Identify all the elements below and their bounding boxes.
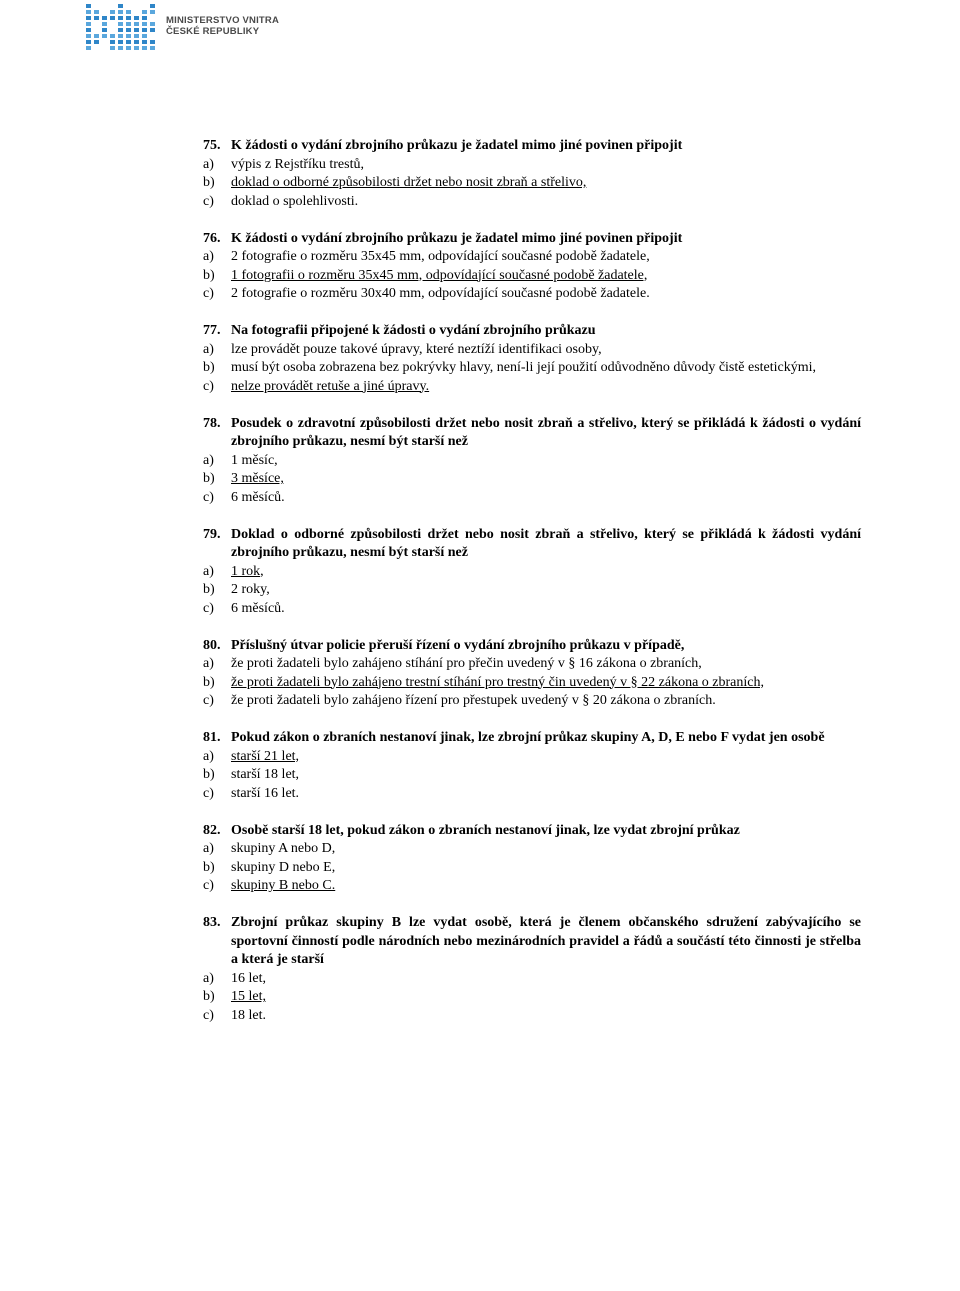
logo-square xyxy=(110,34,115,38)
logo-square xyxy=(94,40,99,44)
question-text: K žádosti o vydání zbrojního průkazu je žadatel mimo jiné povinen připojit xyxy=(231,138,683,153)
logo-square xyxy=(118,34,123,38)
logo-square xyxy=(142,40,147,44)
question-number: 75. xyxy=(203,138,221,153)
answer-text: doklad o spolehlivosti. xyxy=(231,193,359,209)
answer-letter: a) xyxy=(203,156,214,172)
question-number: 79. xyxy=(203,526,221,542)
logo-square xyxy=(118,16,123,20)
ministry-logo-icon xyxy=(84,2,160,54)
question-number: 80. xyxy=(203,637,221,653)
ministry-logo xyxy=(84,2,294,54)
answer-text: 2 fotografie o rozměru 30x40 mm, odpovídající současné podobě žadatele. xyxy=(231,286,650,301)
logo-square xyxy=(86,34,91,38)
answer-option xyxy=(203,859,861,878)
answer-letter: a) xyxy=(203,341,214,357)
logo-square xyxy=(142,34,147,38)
answer-text: lze provádět pouze takové úpravy, které neztíží identifikaci osoby, xyxy=(231,341,602,357)
logo-square xyxy=(102,16,107,20)
answer-letter: b) xyxy=(203,859,215,875)
answer-letter: a) xyxy=(203,748,214,764)
answer-text: skupiny A nebo D, xyxy=(231,841,336,856)
answer-underlined-text: 15 let, xyxy=(231,989,266,1004)
question-heading xyxy=(203,526,861,563)
question-heading xyxy=(203,415,861,452)
answer-text: 1 měsíc, xyxy=(231,452,278,468)
question-number: 83. xyxy=(203,915,221,930)
answer-option xyxy=(203,378,861,397)
logo-square xyxy=(118,4,123,8)
logo-square xyxy=(102,22,107,26)
logo-square xyxy=(86,10,91,14)
question-81 xyxy=(203,729,861,803)
answer-text: výpis z Rejstříku trestů, xyxy=(231,156,364,172)
logo-square xyxy=(110,40,115,44)
logo-square xyxy=(118,28,123,32)
logo-square xyxy=(126,40,131,44)
logo-square xyxy=(126,34,131,38)
answer-letter: a) xyxy=(203,970,214,986)
ministry-logo-text xyxy=(166,15,279,37)
question-79 xyxy=(203,526,861,619)
answer-text-correct xyxy=(231,378,861,397)
logo-square xyxy=(134,46,139,50)
logo-square xyxy=(110,10,115,14)
question-heading xyxy=(203,137,861,156)
answer-letter: c) xyxy=(203,600,214,616)
logo-square xyxy=(118,10,123,14)
answer-letter: a) xyxy=(203,656,214,671)
logo-square xyxy=(126,22,131,26)
question-82 xyxy=(203,822,861,896)
logo-square xyxy=(150,22,155,26)
answer-letter: a) xyxy=(203,563,214,579)
answer-text: 18 let. xyxy=(231,1007,266,1023)
question-80 xyxy=(203,637,861,711)
answer-text: musí být osoba zobrazena bez pokrývky hlavy, není-li její použití odůvodněno důvody čistě estetickými, xyxy=(231,360,817,375)
question-heading xyxy=(203,230,861,249)
logo-square xyxy=(142,10,147,14)
logo-square xyxy=(86,28,91,32)
logo-square xyxy=(94,10,99,14)
answer-option xyxy=(203,285,861,304)
logo-square xyxy=(134,16,139,20)
answer-option xyxy=(203,174,861,193)
answer-letter: b) xyxy=(203,767,215,782)
answer-underlined-text: doklad o odborné způsobilosti držet nebo nosit zbraň a střelivo, xyxy=(231,175,587,190)
answer-option xyxy=(203,341,861,360)
answer-text: 6 měsíců. xyxy=(231,489,285,505)
logo-square xyxy=(118,46,123,50)
answer-text: starší 16 let. xyxy=(231,785,300,801)
answer-option xyxy=(203,988,861,1007)
question-list xyxy=(203,137,861,1044)
answer-text: 16 let, xyxy=(231,970,266,986)
question-83 xyxy=(203,914,861,1025)
answer-option xyxy=(203,248,861,267)
answer-option xyxy=(203,452,861,471)
logo-square xyxy=(126,16,131,20)
answer-letter: b) xyxy=(203,471,215,486)
question-heading xyxy=(203,322,861,341)
answer-text-correct xyxy=(231,563,861,582)
logo-square xyxy=(94,34,99,38)
answer-option xyxy=(203,840,861,859)
logo-square xyxy=(150,10,155,14)
logo-square xyxy=(94,16,99,20)
answer-underlined-text: 3 měsíce, xyxy=(231,471,284,486)
question-text: Na fotografii připojené k žádosti o vydání zbrojního průkazu xyxy=(231,323,596,338)
answer-text: 2 fotografie o rozměru 35x45 mm, odpovídající současné podobě žadatele, xyxy=(231,249,650,264)
logo-square xyxy=(86,4,91,8)
answer-letter: c) xyxy=(203,193,214,209)
answer-letter: c) xyxy=(203,489,214,505)
answer-text: 6 měsíců. xyxy=(231,600,285,616)
question-heading xyxy=(203,822,861,841)
answer-underlined-text: že proti žadateli bylo zahájeno trestní stíhání pro trestný čin uvedený v § 22 zákona o zbraních, xyxy=(231,674,764,690)
answer-letter: b) xyxy=(203,267,215,283)
answer-letter: c) xyxy=(203,378,214,394)
answer-letter: b) xyxy=(203,989,215,1004)
answer-option xyxy=(203,970,861,989)
question-number: 77. xyxy=(203,323,221,338)
answer-underlined-text: nelze provádět retuše a jiné úpravy. xyxy=(231,378,430,394)
logo-square xyxy=(126,28,131,32)
answer-underlined-text: skupiny B nebo C. xyxy=(231,878,336,893)
question-text: Zbrojní průkaz skupiny B lze vydat osobě, která je členem občanského sdružení zabývajícího se sportovní činností podle národních nebo mezinárodních pravidel a řádů a součástí této činnosti je střelba a která je starší xyxy=(231,915,861,967)
logo-square xyxy=(86,40,91,44)
question-text: K žádosti o vydání zbrojního průkazu je žadatel mimo jiné povinen připojit xyxy=(231,230,683,246)
logo-line-1: MINISTERSTVO VNITRA xyxy=(166,15,280,26)
answer-letter: b) xyxy=(203,582,215,597)
question-75 xyxy=(203,137,861,211)
question-number: 81. xyxy=(203,730,221,745)
answer-option xyxy=(203,1007,861,1026)
answer-option xyxy=(203,581,861,600)
logo-square xyxy=(134,28,139,32)
answer-option xyxy=(203,600,861,619)
question-text: Posudek o zdravotní způsobilosti držet nebo nosit zbraň a střelivo, který se přikládá k žádosti o vydání zbrojního průkazu, nesmí být starší než xyxy=(231,415,861,449)
answer-text-correct xyxy=(231,267,861,286)
answer-text: 2 roky, xyxy=(231,582,270,597)
logo-square xyxy=(142,16,147,20)
logo-line-2: ČESKÉ REPUBLIKY xyxy=(166,26,260,37)
question-heading xyxy=(203,914,861,970)
answer-letter: a) xyxy=(203,249,214,264)
answer-letter: b) xyxy=(203,175,215,190)
question-heading xyxy=(203,729,861,748)
answer-text: skupiny D nebo E, xyxy=(231,859,336,875)
answer-option xyxy=(203,785,861,804)
logo-square xyxy=(86,22,91,26)
answer-option xyxy=(203,267,861,286)
logo-square xyxy=(110,16,115,20)
question-text: Osobě starší 18 let, pokud zákon o zbraních nestanoví jinak, lze vydat zbrojní průkaz xyxy=(231,822,740,838)
answer-text-correct xyxy=(231,988,861,1007)
answer-letter: a) xyxy=(203,452,214,468)
logo-square xyxy=(126,46,131,50)
logo-square xyxy=(142,46,147,50)
question-text: Doklad o odborné způsobilosti držet nebo nosit zbraň a střelivo, který se přikládá k žádosti vydání zbrojního průkazu, nesmí být starší než xyxy=(231,526,861,560)
logo-square xyxy=(134,22,139,26)
answer-letter: c) xyxy=(203,1007,214,1023)
answer-letter: c) xyxy=(203,878,214,893)
answer-option xyxy=(203,156,861,175)
answer-text-correct xyxy=(231,470,861,489)
answer-underlined-text: 1 fotografii o rozměru 35x45 mm, odpovídající současné podobě žadatele, xyxy=(231,267,648,283)
question-number: 76. xyxy=(203,230,221,246)
logo-square xyxy=(150,4,155,8)
answer-text-correct xyxy=(231,748,861,767)
answer-text-correct xyxy=(231,174,861,193)
answer-text: že proti žadateli bylo zahájeno stíhání pro přečin uvedený v § 16 zákona o zbraních, xyxy=(231,656,702,671)
logo-square xyxy=(150,40,155,44)
answer-letter: b) xyxy=(203,674,215,690)
answer-option xyxy=(203,655,861,674)
answer-letter: a) xyxy=(203,841,214,856)
logo-square xyxy=(102,34,107,38)
question-text: Pokud zákon o zbraních nestanoví jinak, lze zbrojní průkaz skupiny A, D, E nebo F vydat jen osobě xyxy=(231,730,825,745)
answer-letter: c) xyxy=(203,693,214,708)
logo-square xyxy=(150,46,155,50)
question-number: 82. xyxy=(203,822,221,838)
answer-option xyxy=(203,470,861,489)
logo-square xyxy=(102,28,107,32)
question-heading xyxy=(203,637,861,656)
question-text: Příslušný útvar policie přeruší řízení o vydání zbrojního průkazu v případě, xyxy=(231,637,685,653)
answer-option xyxy=(203,692,861,711)
logo-square xyxy=(118,22,123,26)
answer-letter: c) xyxy=(203,286,214,301)
logo-square xyxy=(142,28,147,32)
question-76 xyxy=(203,230,861,304)
answer-underlined-text: 1 rok, xyxy=(231,563,264,579)
answer-option xyxy=(203,489,861,508)
answer-option xyxy=(203,674,861,693)
answer-option xyxy=(203,748,861,767)
logo-square xyxy=(134,40,139,44)
question-78 xyxy=(203,415,861,508)
answer-option xyxy=(203,359,861,378)
question-77 xyxy=(203,322,861,396)
logo-square xyxy=(110,46,115,50)
answer-option xyxy=(203,766,861,785)
logo-square xyxy=(134,34,139,38)
answer-text-correct xyxy=(231,877,861,896)
answer-letter: b) xyxy=(203,360,215,375)
answer-underlined-text: starší 21 let, xyxy=(231,748,300,764)
logo-square xyxy=(150,28,155,32)
logo-square xyxy=(126,10,131,14)
logo-square xyxy=(86,16,91,20)
logo-square xyxy=(118,40,123,44)
logo-square xyxy=(86,46,91,50)
answer-letter: c) xyxy=(203,785,214,801)
answer-text-correct xyxy=(231,674,861,693)
answer-text: starší 18 let, xyxy=(231,767,300,782)
answer-text: že proti žadateli bylo zahájeno řízení pro přestupek uvedený v § 20 zákona o zbraních. xyxy=(231,693,716,708)
answer-option xyxy=(203,877,861,896)
logo-square xyxy=(142,22,147,26)
answer-option xyxy=(203,563,861,582)
answer-option xyxy=(203,193,861,212)
question-number: 78. xyxy=(203,415,221,431)
